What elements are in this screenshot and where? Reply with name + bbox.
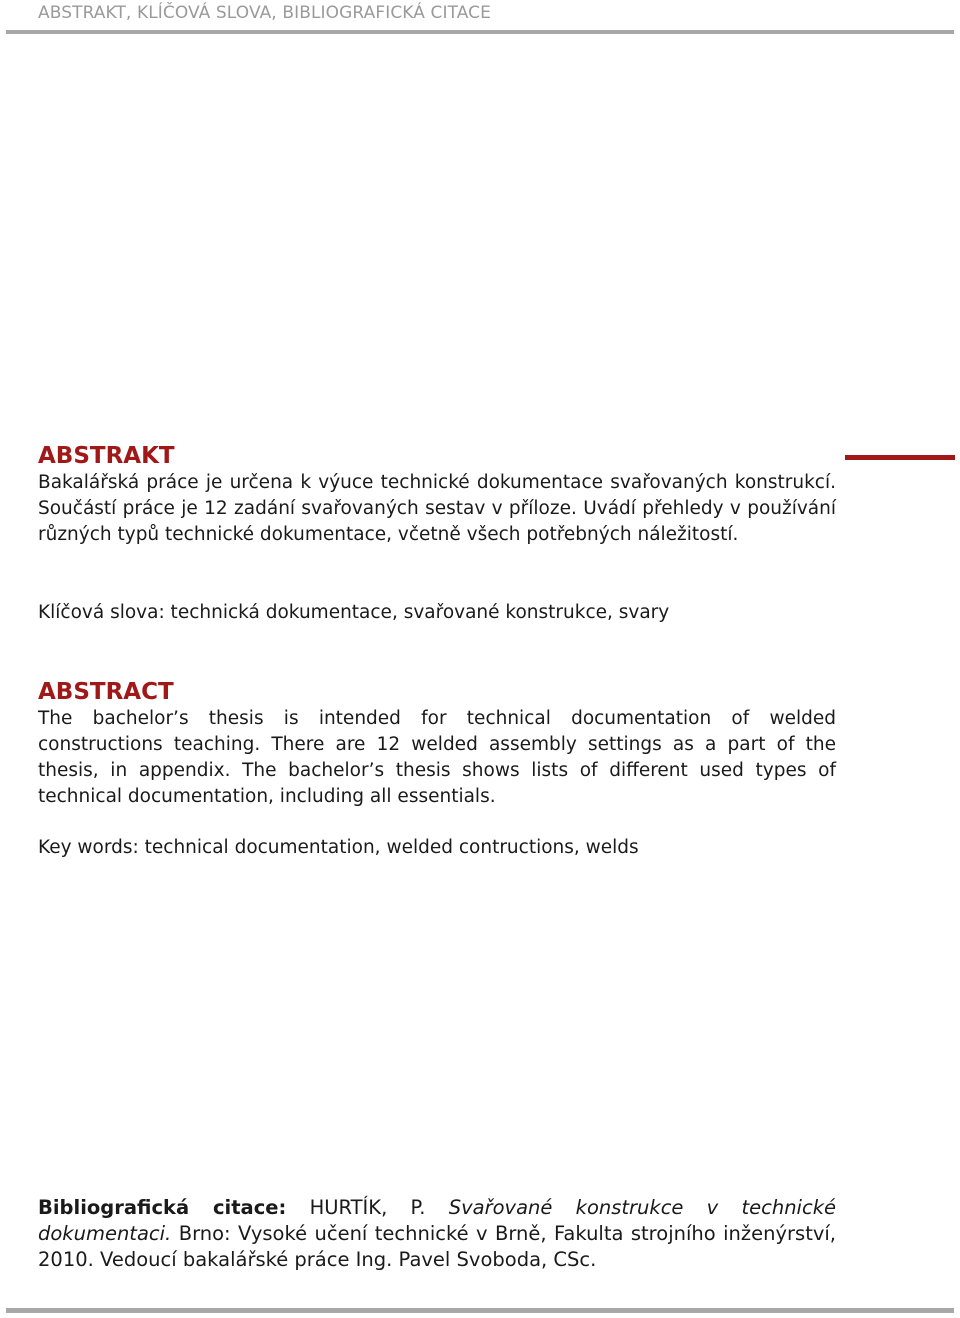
abstract-heading: ABSTRACT (38, 679, 174, 705)
abstract-keywords: Key words: technical documentation, welded contructions, welds (38, 837, 639, 858)
citation-details: Brno: Vysoké učení technické v Brně, Fakulta strojního inženýrství, 2010. Vedoucí bakalářské práce Ing. Pavel Svoboda, CSc. (38, 1222, 836, 1271)
abstrakt-keywords: Klíčová slova: technická dokumentace, svařované konstrukce, svary (38, 602, 670, 623)
footer-divider (6, 1308, 954, 1313)
citation-title: Svařované konstrukce v technické dokumentaci. (38, 1196, 836, 1245)
abstrakt-heading: ABSTRAKT (38, 443, 175, 469)
abstract-section (38, 678, 836, 810)
citation-author: HURTÍK, P. (309, 1196, 426, 1219)
section-accent-bar (845, 455, 955, 460)
abstract-text: The bachelor’s thesis is intended for technical documentation of welded constructions teaching. There are 12 welded assembly settings as a part of the thesis, in appendix. The bachelor’s thesis shows lists of different used types of technical documentation, including all essentials. (38, 708, 836, 807)
header-divider (6, 30, 954, 34)
citation-label: Bibliografická citace: (38, 1196, 287, 1219)
running-header: ABSTRAKT, KLÍČOVÁ SLOVA, BIBLIOGRAFICKÁ CITACE (38, 3, 491, 23)
abstrakt-section (38, 442, 836, 548)
abstrakt-text: Bakalářská práce je určena k výuce technické dokumentace svařovaných konstrukcí. Součástí práce je 12 zadání svařovaných sestav v příloze. Uvádí přehledy v používání různých typů technické dokumentace, včetně všech potřebných náležitostí. (38, 472, 836, 545)
bibliographic-citation (38, 1195, 836, 1273)
